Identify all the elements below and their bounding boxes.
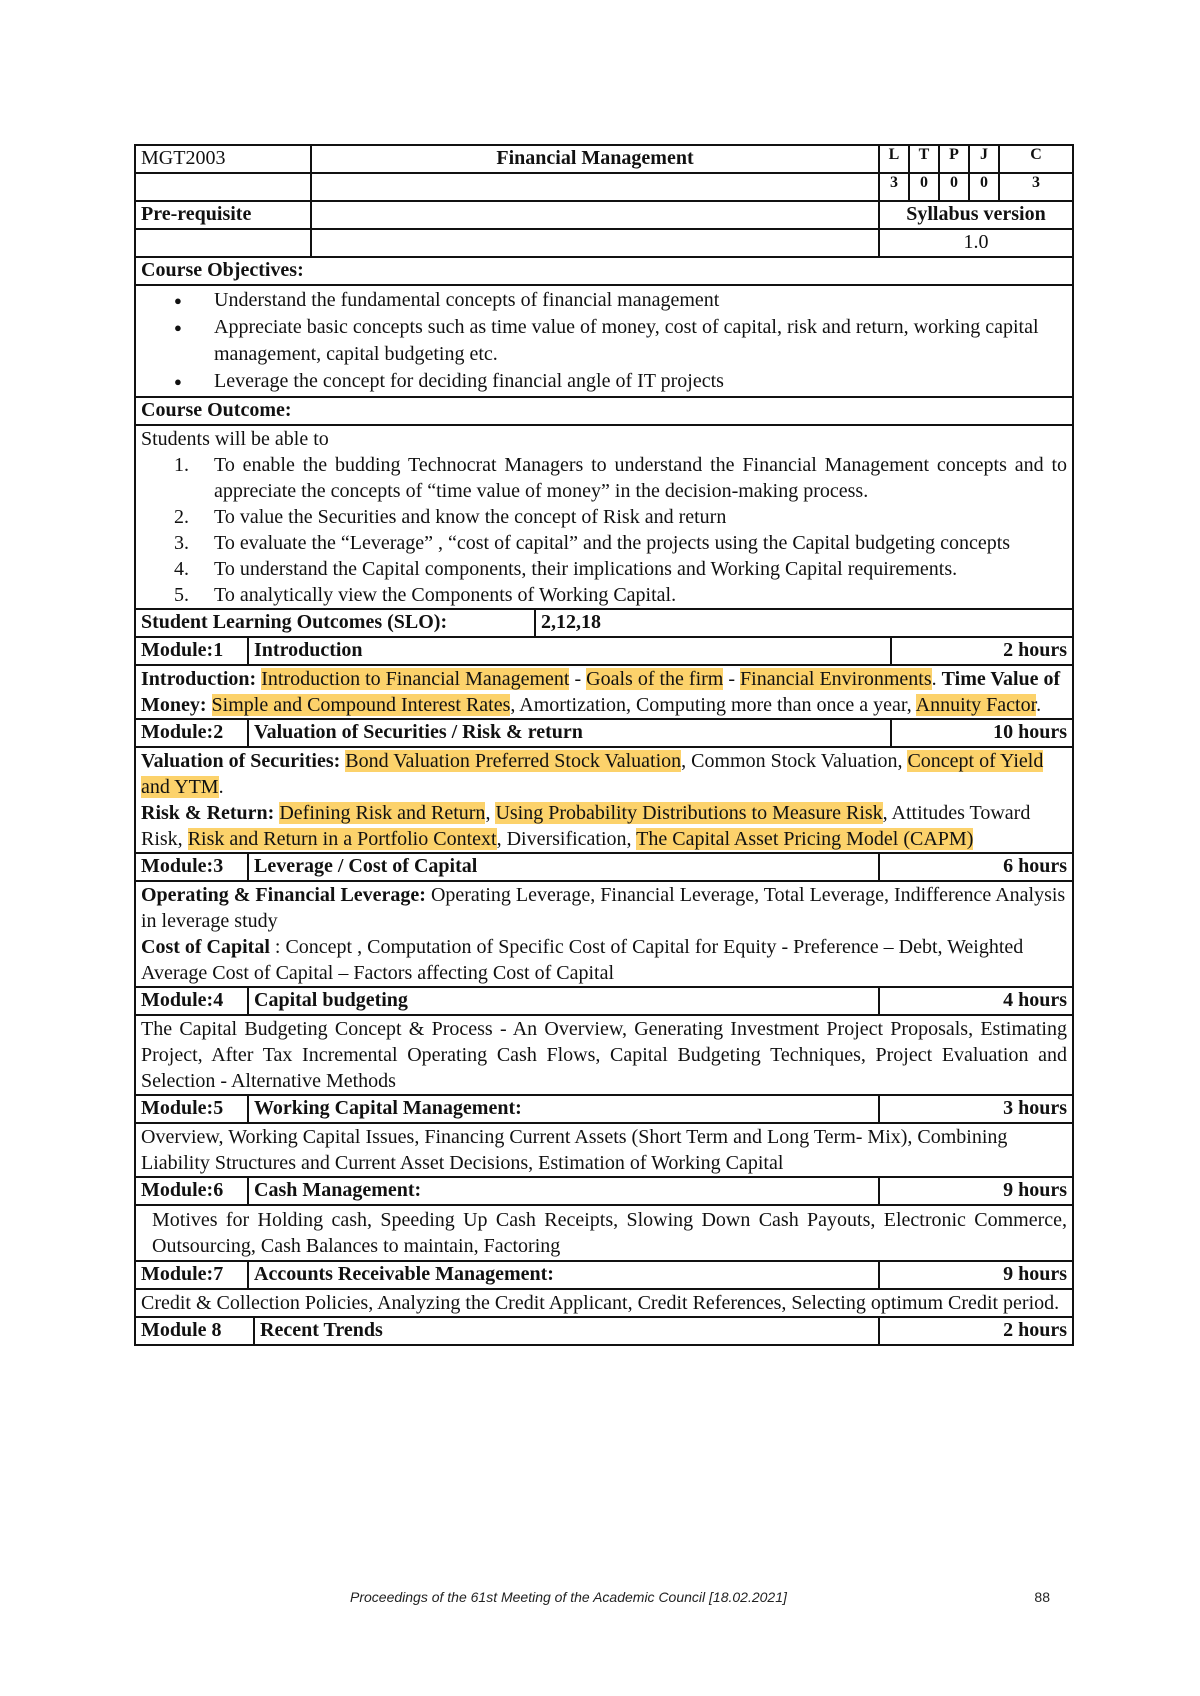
text-run: , Amortization, Computing more than once a year, — [510, 694, 916, 716]
module-number: Module:6 — [136, 1178, 249, 1204]
module-body — [134, 882, 1074, 988]
module-title: Capital budgeting — [249, 988, 880, 1014]
text-run: Operating Leverage, Financial Leverage, Total Leverage, Indifference Analysis in leverage study — [141, 884, 1066, 932]
outcome-intro: Students will be able to — [141, 428, 329, 450]
topic-heading: Cost of Capital — [141, 936, 270, 958]
ltpjc-value: 0 — [940, 174, 970, 200]
highlighted-text: Goals of the firm — [586, 668, 724, 690]
module-content — [136, 666, 1072, 718]
module-hours: 10 hours — [993, 721, 1067, 743]
ltpjc-label: C — [1030, 146, 1042, 163]
item-number: 3. — [174, 532, 189, 554]
module-content: The Capital Budgeting Concept & Process - An Overview, Generating Investment Project Proposals, Estimating Project, After Tax Incremental Operating Cash Flows, Capital Budgeting Techniques, Project Evaluation and Selection - Alternative Methods — [141, 1018, 1067, 1092]
topic-heading: Valuation of Securities: — [141, 750, 341, 772]
syllabus-table — [134, 144, 1074, 1346]
module-header-row — [134, 1096, 1074, 1124]
empty-cell — [136, 230, 312, 256]
module-hours: 6 hours — [1003, 855, 1067, 877]
list-item — [174, 504, 1067, 530]
module-hours: 9 hours — [1003, 1179, 1067, 1201]
ltpjc-label: P — [940, 146, 970, 172]
objectives-body — [134, 286, 1074, 398]
list-item — [174, 452, 1067, 504]
text-run: . — [218, 776, 224, 798]
item-text: To understand the Capital components, their implications and Working Capital requirements. — [214, 558, 958, 580]
module-header-row — [134, 638, 1074, 666]
module-hours: 4 hours — [1003, 989, 1067, 1011]
outcome-body — [134, 426, 1074, 610]
module-title: Working Capital Management: — [249, 1096, 880, 1122]
objectives-heading: Course Objectives: — [141, 259, 304, 281]
course-code: MGT2003 — [136, 146, 312, 172]
highlighted-text: Using Probability Distributions to Measure Risk — [495, 802, 883, 824]
list-item: ● Leverage the concept for deciding financial angle of IT projects — [214, 368, 1067, 395]
module-header-row — [134, 1262, 1074, 1290]
list-item — [174, 556, 1067, 582]
text-run: . — [1036, 694, 1042, 716]
module-number: Module:7 — [136, 1262, 249, 1288]
module-number: Module:2 — [136, 720, 249, 746]
module-body — [134, 1016, 1074, 1096]
module-number: Module:5 — [136, 1096, 249, 1122]
list-item: ● Appreciate basic concepts such as time value of money, cost of capital, risk and return, working capital management, capital budgeting etc. — [214, 314, 1067, 368]
item-text: To value the Securities and know the concept of Risk and return — [214, 506, 727, 528]
paragraph — [141, 748, 1067, 800]
highlighted-text: Introduction to Financial Management — [261, 668, 570, 690]
objectives-list — [141, 287, 1067, 395]
module-number: Module:1 — [136, 638, 249, 664]
outcome-heading: Course Outcome: — [141, 399, 292, 421]
slo-row — [134, 610, 1074, 638]
ltpjc-value: 3 — [1032, 174, 1040, 191]
text-run: - — [569, 668, 587, 690]
page-footer — [350, 1589, 1050, 1605]
topic-heading: Introduction: — [141, 668, 257, 690]
syllabus-version-label: Syllabus version — [906, 203, 1046, 225]
module-body — [134, 1206, 1074, 1262]
module-content: Credit & Collection Policies, Analyzing the Credit Applicant, Credit References, Selecting optimum Credit period. — [141, 1292, 1060, 1314]
module-title: Recent Trends — [255, 1318, 880, 1344]
highlighted-text: The Capital Asset Pricing Model (CAPM) — [636, 828, 974, 850]
module-title: Leverage / Cost of Capital — [249, 854, 880, 880]
page-number: 88 — [1034, 1589, 1050, 1605]
topic-heading: Risk & Return: — [141, 802, 275, 824]
module-number: Module:4 — [136, 988, 249, 1014]
module-title: Accounts Receivable Management: — [249, 1262, 880, 1288]
highlighted-text: Annuity Factor — [915, 694, 1037, 716]
module-number: Module:3 — [136, 854, 249, 880]
text-run: , — [485, 802, 496, 824]
ltpjc-value: 3 — [880, 174, 910, 200]
item-text: To enable the budding Technocrat Managers to understand the Financial Management concepts and to appreciate the concepts of “time value of money” in the decision-making process. — [214, 454, 1067, 502]
module-header-row — [134, 1178, 1074, 1206]
module-header-row — [134, 854, 1074, 882]
module-title: Introduction — [249, 638, 892, 664]
credits-row — [134, 174, 1074, 202]
module-hours: 3 hours — [1003, 1097, 1067, 1119]
highlighted-text: Concept of Yield and YTM — [141, 750, 1044, 798]
module-body — [134, 1290, 1074, 1318]
ltpjc-value: 0 — [910, 174, 940, 200]
empty-cell — [136, 174, 312, 200]
outcome-heading-row — [134, 398, 1074, 426]
item-text: To evaluate the “Leverage” , “cost of capital” and the projects using the Capital budgeting concepts — [214, 532, 1011, 554]
text-run: , Attitudes Toward Risk, — [141, 802, 1031, 850]
version-row — [134, 230, 1074, 258]
text-run: : Concept , Computation of Specific Cost of Capital for Equity - Preference – Debt, Weighted Average Cost of Capital – Factors affecting Cost of Capital — [141, 936, 1024, 984]
list-item — [174, 530, 1067, 556]
prereq-value — [312, 202, 880, 228]
ltpjc-value: 0 — [970, 174, 1000, 200]
highlighted-text: Simple and Compound Interest Rates — [211, 694, 511, 716]
module-title: Valuation of Securities / Risk & return — [249, 720, 892, 746]
ltpjc-values — [880, 174, 1072, 200]
text-run: . — [931, 668, 942, 690]
topic-heading: Operating & Financial Leverage: — [141, 884, 426, 906]
module-number: Module 8 — [136, 1318, 255, 1344]
item-number: 5. — [174, 584, 189, 606]
module-header-row — [134, 988, 1074, 1016]
text-run — [207, 694, 212, 716]
list-item — [174, 582, 1067, 608]
list-item: ● Understand the fundamental concepts of financial management — [214, 287, 1067, 314]
module-content: Motives for Holding cash, Speeding Up Cash Receipts, Slowing Down Cash Payouts, Electronic Commerce, Outsourcing, Cash Balances to maintain, Factoring — [152, 1209, 1067, 1257]
highlighted-text: Bond Valuation Preferred Stock Valuation — [345, 750, 682, 772]
syllabus-version: 1.0 — [963, 231, 989, 253]
ltpjc-label: L — [880, 146, 910, 172]
empty-cell — [312, 230, 880, 256]
highlighted-text: Risk and Return in a Portfolio Context — [187, 828, 497, 850]
course-title: Financial Management — [312, 146, 880, 172]
item-text: To analytically view the Components of Working Capital. — [214, 584, 677, 606]
module-content — [136, 748, 1072, 852]
module-body — [134, 666, 1074, 720]
item-number: 4. — [174, 558, 189, 580]
slo-label: Student Learning Outcomes (SLO): — [136, 610, 536, 636]
module-content — [136, 882, 1072, 986]
module-header-row — [134, 720, 1074, 748]
text-run: , Common Stock Valuation, — [681, 750, 908, 772]
module-hours: 9 hours — [1003, 1263, 1067, 1285]
paragraph — [141, 882, 1067, 934]
prereq-label: Pre-requisite — [136, 202, 312, 228]
slo-value: 2,12,18 — [541, 611, 601, 633]
footer-text: Proceedings of the 61st Meeting of the Academic Council [18.02.2021] — [350, 1589, 787, 1605]
item-number: 1. — [174, 454, 189, 476]
topic-heading: Time Value of Money: — [141, 668, 1061, 716]
paragraph — [141, 800, 1067, 852]
objectives-heading-row — [134, 258, 1074, 286]
header-row — [134, 144, 1074, 174]
text-run: - — [723, 668, 741, 690]
highlighted-text: Financial Environments — [740, 668, 932, 690]
module-header-row — [134, 1318, 1074, 1346]
prereq-row — [134, 202, 1074, 230]
module-body — [134, 1124, 1074, 1178]
outcome-list — [141, 452, 1067, 608]
ltpjc-label: T — [910, 146, 940, 172]
module-hours: 2 hours — [1003, 639, 1067, 661]
module-title: Cash Management: — [249, 1178, 880, 1204]
module-content: Overview, Working Capital Issues, Financing Current Assets (Short Term and Long Term- Mix), Combining Liability Structures and Current Asset Decisions, Estimation of Working Capital — [141, 1126, 1008, 1174]
ltpjc-labels — [880, 146, 1072, 172]
module-body — [134, 748, 1074, 854]
text-run: , Diversification, — [496, 828, 637, 850]
paragraph — [141, 934, 1067, 986]
item-number: 2. — [174, 506, 189, 528]
empty-cell — [312, 174, 880, 200]
highlighted-text: Defining Risk and Return — [279, 802, 486, 824]
module-hours: 2 hours — [1003, 1319, 1067, 1341]
ltpjc-label: J — [970, 146, 1000, 172]
